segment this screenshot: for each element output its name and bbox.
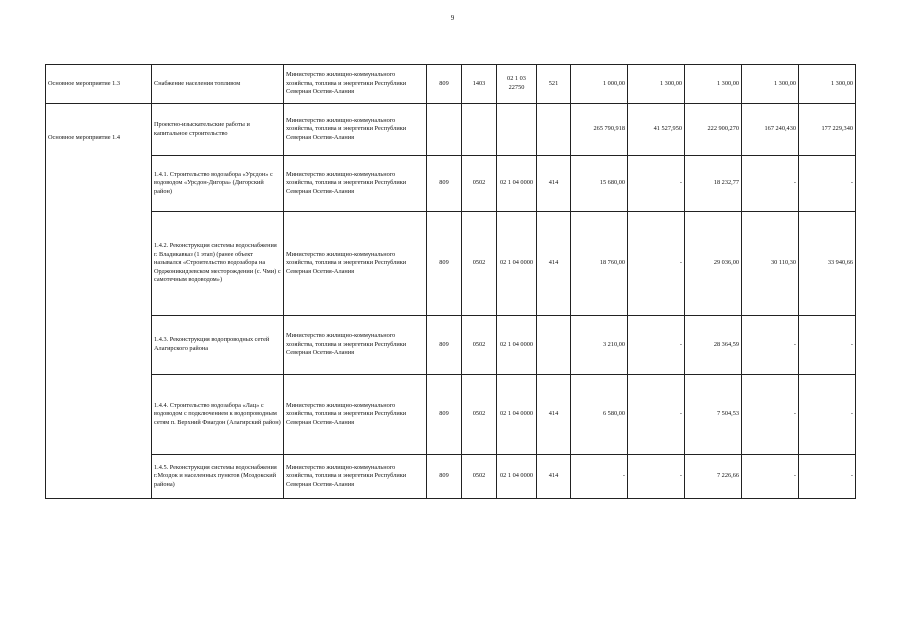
vr-cell: 414: [537, 375, 571, 455]
value-cell: 1 300,00: [799, 65, 856, 104]
value-cell: 18 760,00: [571, 212, 628, 316]
grbs-cell: 809: [427, 212, 462, 316]
name-cell: 1.4.3. Реконструкция водопроводных сетей Алагирского района: [152, 316, 284, 375]
csr-cell: [497, 104, 537, 156]
table-row: [46, 65, 856, 104]
csr-cell: 02 1 04 0000: [497, 316, 537, 375]
rzpr-cell: 0502: [462, 316, 497, 375]
value-cell: -: [628, 212, 685, 316]
csr-cell: 02 1 03 22750: [497, 65, 537, 104]
value-cell: 18 232,77: [685, 156, 742, 212]
table-row: [46, 104, 856, 156]
activity-cell: Основное мероприятие 1.4: [46, 104, 152, 499]
csr-cell: 02 1 04 0000: [497, 212, 537, 316]
name-cell: 1.4.1. Строительство водозабора «Урсдон» с водоводом «Урсдон-Дигора» (Дигорский район): [152, 156, 284, 212]
value-cell: -: [628, 455, 685, 499]
executor-cell: Министерство жилищно-коммунального хозяйства, топлива и энергетики Республики Северная Осетия-Алания: [284, 316, 427, 375]
value-cell: 177 229,340: [799, 104, 856, 156]
rzpr-cell: 0502: [462, 375, 497, 455]
table-row: [46, 316, 856, 375]
value-cell: 167 240,430: [742, 104, 799, 156]
value-cell: 33 940,66: [799, 212, 856, 316]
table-row: [46, 375, 856, 455]
executor-cell: Министерство жилищно-коммунального хозяйства, топлива и энергетики Республики Северная Осетия-Алания: [284, 104, 427, 156]
executor-cell: Министерство жилищно-коммунального хозяйства, топлива и энергетики Республики Северная Осетия-Алания: [284, 212, 427, 316]
value-cell: -: [799, 375, 856, 455]
value-cell: 3 210,00: [571, 316, 628, 375]
value-cell: 15 680,00: [571, 156, 628, 212]
rzpr-cell: 0502: [462, 212, 497, 316]
name-cell: Проектно-изыскательские работы и капитальное строительство: [152, 104, 284, 156]
value-cell: -: [742, 156, 799, 212]
value-cell: -: [628, 316, 685, 375]
value-cell: 7 504,53: [685, 375, 742, 455]
value-cell: -: [799, 455, 856, 499]
value-cell: 7 226,66: [685, 455, 742, 499]
csr-cell: 02 1 04 0000: [497, 455, 537, 499]
vr-cell: [537, 104, 571, 156]
grbs-cell: 809: [427, 156, 462, 212]
value-cell: -: [628, 156, 685, 212]
page-number: 9: [450, 14, 455, 22]
table-row: [46, 212, 856, 316]
value-cell: 1 000,00: [571, 65, 628, 104]
value-cell: 41 527,950: [628, 104, 685, 156]
grbs-cell: 809: [427, 316, 462, 375]
executor-cell: Министерство жилищно-коммунального хозяйства, топлива и энергетики Республики Северная Осетия-Алания: [284, 375, 427, 455]
value-cell: -: [742, 316, 799, 375]
grbs-cell: 809: [427, 375, 462, 455]
value-cell: -: [742, 455, 799, 499]
rzpr-cell: 0502: [462, 156, 497, 212]
vr-cell: 521: [537, 65, 571, 104]
vr-cell: 414: [537, 156, 571, 212]
vr-cell: 414: [537, 455, 571, 499]
value-cell: -: [571, 455, 628, 499]
csr-cell: 02 1 04 0000: [497, 375, 537, 455]
value-cell: 265 790,918: [571, 104, 628, 156]
vr-cell: [537, 316, 571, 375]
rzpr-cell: 0502: [462, 455, 497, 499]
value-cell: 28 364,59: [685, 316, 742, 375]
rzpr-cell: [462, 104, 497, 156]
executor-cell: Министерство жилищно-коммунального хозяйства, топлива и энергетики Республики Северная Осетия-Алания: [284, 65, 427, 104]
value-cell: 30 110,30: [742, 212, 799, 316]
value-cell: -: [628, 375, 685, 455]
grbs-cell: [427, 104, 462, 156]
name-cell: Снабжение населения топливом: [152, 65, 284, 104]
grbs-cell: 809: [427, 455, 462, 499]
value-cell: 1 300,00: [685, 65, 742, 104]
value-cell: -: [799, 316, 856, 375]
value-cell: -: [799, 156, 856, 212]
rzpr-cell: 1403: [462, 65, 497, 104]
name-cell: 1.4.4. Строительство водозабора «Лац» с водоводом с подключением к водопроводным сетям п. Верхний Фиагдон (Алагирский район): [152, 375, 284, 455]
value-cell: 6 580,00: [571, 375, 628, 455]
value-cell: 222 900,270: [685, 104, 742, 156]
table-row: [46, 156, 856, 212]
activity-cell: Основное мероприятие 1.3: [46, 65, 152, 104]
table-row: [46, 455, 856, 499]
executor-cell: Министерство жилищно-коммунального хозяйства, топлива и энергетики Республики Северная Осетия-Алания: [284, 455, 427, 499]
name-cell: 1.4.5. Реконструкция системы водоснабжения г.Моздок и населенных пунктов (Моздокский района): [152, 455, 284, 499]
value-cell: 29 036,00: [685, 212, 742, 316]
csr-cell: 02 1 04 0000: [497, 156, 537, 212]
value-cell: 1 300,00: [628, 65, 685, 104]
budget-table: [45, 64, 856, 499]
value-cell: -: [742, 375, 799, 455]
vr-cell: 414: [537, 212, 571, 316]
executor-cell: Министерство жилищно-коммунального хозяйства, топлива и энергетики Республики Северная Осетия-Алания: [284, 156, 427, 212]
grbs-cell: 809: [427, 65, 462, 104]
name-cell: 1.4.2. Реконструкция системы водоснабжения г. Владикавказ (1 этап) (ранее объект назывался «Строительство водозабора на Орджоникидзевском месторождении (с. Чми) с самотечным водоводом»): [152, 212, 284, 316]
value-cell: 1 300,00: [742, 65, 799, 104]
